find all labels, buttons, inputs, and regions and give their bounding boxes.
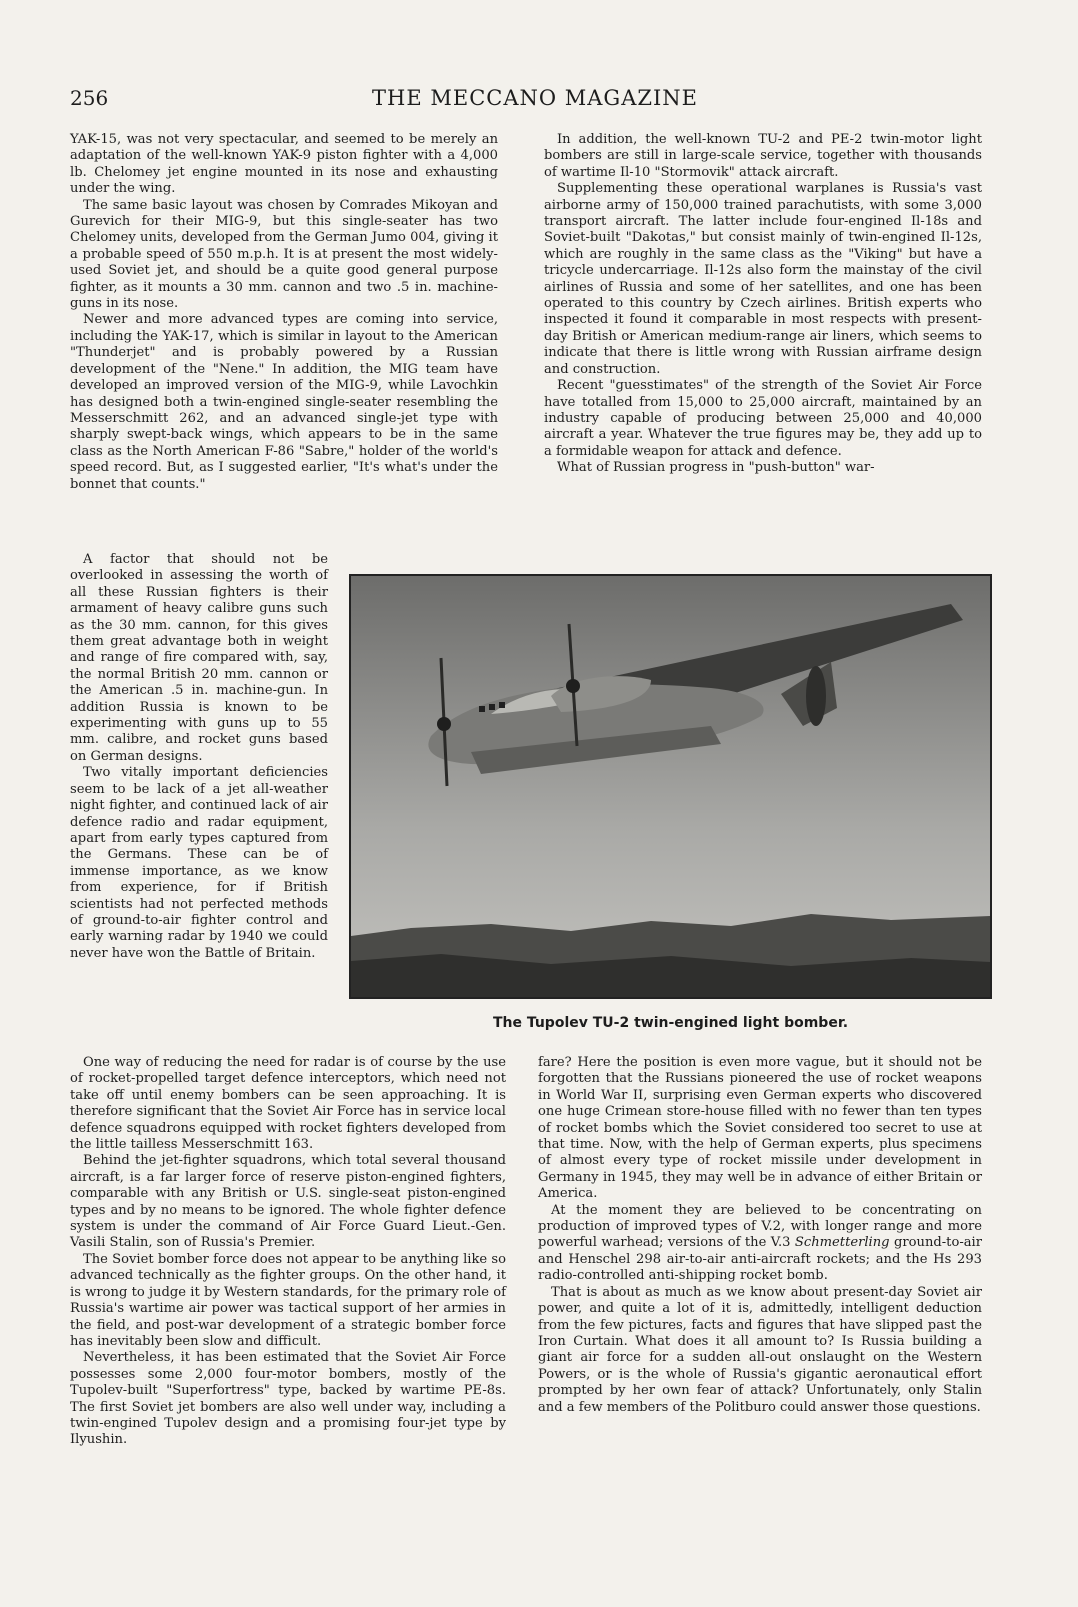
paragraph: The same basic layout was chosen by Comrades Mikoyan and Gurevich for their MIG-9, but this single-seater has two Chelomey units, developed from the German Jumo 004, giving it a probable speed of 550 m.p.h. It is at present the most widely-used Soviet jet, and should be a quite good general purpose fighter, as it mounts a 30 mm. cannon and two .5 in. machine-guns in its nose. [70, 197, 498, 312]
paragraph: Newer and more advanced types are coming into service, including the YAK-17, which is similar in layout to the American "Thunderjet" and is probably powered by a Russian development of the "Nene." In addition, the MIG team have developed an improved version of the MIG-9, while Lavochkin has designed both a twin-engined single-seater resembling the Messerschmitt 262, and an advanced single-jet type with sharply swept-back wings, which appears to be in the same class as the North American F-86 "Sabre," holder of the world's speed record. But, as I suggested earlier, "It's what's under the bonnet that counts." [70, 312, 498, 492]
paragraph: fare? Here the position is even more vague, but it should not be forgotten that the Russians pioneered the use of rocket weapons in World War II, surprising even German experts who discovered one huge Crimean store-house filled with no fewer than ten types of rocket bombs which the Soviet considered too secret to use at that time. Now, with the help of German experts, plus specimens of almost every type of rocket missile under development in Germany in 1945, they may well be in advance of either Britain or America. [538, 1055, 982, 1202]
page-header [70, 86, 1000, 116]
column-left-bottom [70, 1055, 506, 1449]
paragraph: One way of reducing the need for radar is of course by the use of rocket-propelled target defence interceptors, which need not take off until enemy bombers can be seen approaching. It is therefore significant that the Soviet Air Force has in service local defence squadrons equipped with rocket fighters developed from the little tailless Messerschmitt 163. [70, 1055, 506, 1153]
page-number: 256 [70, 86, 109, 110]
paragraph: Two vitally important deficiencies seem to be lack of a jet all-weather night fighter, and continued lack of air defence radio and radar equipment, apart from early types captured from the Germans. These can be of immense importance, as we know from experience, for if British scientists had not perfected methods of ground-to-air fighter control and early warning radar by 1940 we could never have won the Battle of Britain. [70, 765, 328, 961]
text-run: At the moment they are believed to be concentrating on production of improved types of V.2, with longer range and more powerful warhead; versions of the V.3 [538, 1202, 982, 1251]
paragraph: What of Russian progress in "push-button" war- [557, 460, 875, 476]
column-right-bottom [538, 1055, 982, 1416]
paragraph: In addition, the well-known TU-2 and PE-2 twin-motor light bombers are still in large-scale service, together with thousands of wartime Il-10 "Stormovik" attack aircraft. [544, 132, 982, 180]
column-left-top [70, 132, 498, 493]
paragraph: Nevertheless, it has been estimated that the Soviet Air Force possesses some 2,000 four-motor bombers, mostly of the Tupolev-built "Superfortress" type, backed by wartime PE-8s. The first Soviet jet bombers are also well under way, including a twin-engined Tupolev design and a promising four-jet type by Ilyushin. [70, 1350, 506, 1448]
text-run: ground-to-air and Henschel 298 air-to-air anti-aircraft rockets; and the Hs 293 radio-controlled anti-shipping rocket bomb. [538, 1235, 983, 1284]
column-right-top [544, 132, 982, 477]
aircraft-photo [349, 574, 992, 999]
photo-caption: The Tupolev TU-2 twin-engined light bomber. [492, 1015, 849, 1031]
paragraph-rockets [538, 1203, 982, 1285]
magazine-title: THE MECCANO MAGAZINE [372, 86, 698, 110]
paragraph: Recent "guesstimates" of the strength of the Soviet Air Force have totalled from 15,000 to 25,000 aircraft, maintained by an industry capable of producing between 25,000 and 40,000 aircraft a year. Whatever the true figures may be, they add up to a formidable weapon for attack and defence. [544, 378, 982, 459]
column-left-narrow [70, 552, 328, 962]
paragraph: The Soviet bomber force does not appear to be anything like so advanced technically as the fighter groups. On the other hand, it is wrong to judge it by Western standards, for the primary role of Russia's wartime air power was tactical support of her armies in the field, and post-war development of a strategic bomber force has inevitably been slow and difficult. [70, 1251, 506, 1349]
paragraph: Supplementing these operational warplanes is Russia's vast airborne army of 150,000 trained parachutists, with some 3,000 transport aircraft. The latter include four-engined Il-18s and Soviet-built "Dakotas," but consist mainly of twin-engined Il-12s, which are roughly in the same class as the "Viking" but have a tricycle undercarriage. Il-12s also form the mainstay of the civil airlines of Russia and some of her satellites, and one has been operated to this country by Czech airlines. British experts who inspected it found it comparable in most respects with present-day British or American medium-range air liners, which seems to indicate that there is little wrong with Russian airframe design and construction. [544, 181, 982, 377]
paragraph: YAK-15, was not very spectacular, and seemed to be merely an adaptation of the well-known YAK-9 piston fighter with a 4,000 lb. Chelomey jet engine mounted in its nose and exhausting under the wing. [70, 132, 498, 197]
paragraph: Behind the jet-fighter squadrons, which total several thousand aircraft, is a far larger force of reserve piston-engined fighters, comparable with any British or U.S. single-seat piston-engined types and by no means to be ignored. The whole fighter defence system is under the command of Air Force Guard Lieut.-Gen. Vasili Stalin, son of Russia's Premier. [70, 1153, 506, 1251]
bomber-illustration [351, 576, 990, 997]
paragraph: A factor that should not be overlooked in assessing the worth of all these Russian fighters is their armament of heavy calibre guns such as the 30 mm. cannon, for this gives them great advantage both in weight and range of fire compared with, say, the normal British 20 mm. cannon or the American .5 in. machine-gun. In addition Russia is known to be experimenting with guns up to 55 mm. calibre, and rocket guns based on German designs. [70, 552, 328, 764]
paragraph: That is about as much as we know about present-day Soviet air power, and quite a lot of it is, admittedly, intelligent deduction from the few pictures, facts and figures that have slipped past the Iron Curtain. What does it all amount to? Is Russia building a giant air force for a sudden all-out onslaught on the Western Powers, or is the whole of Russia's gigantic aeronautical effort prompted by her own fear of attack? Unfortunately, only Stalin and a few members of the Politburo could answer those questions. [538, 1284, 982, 1415]
italic-term: Schmetterling [794, 1235, 890, 1251]
